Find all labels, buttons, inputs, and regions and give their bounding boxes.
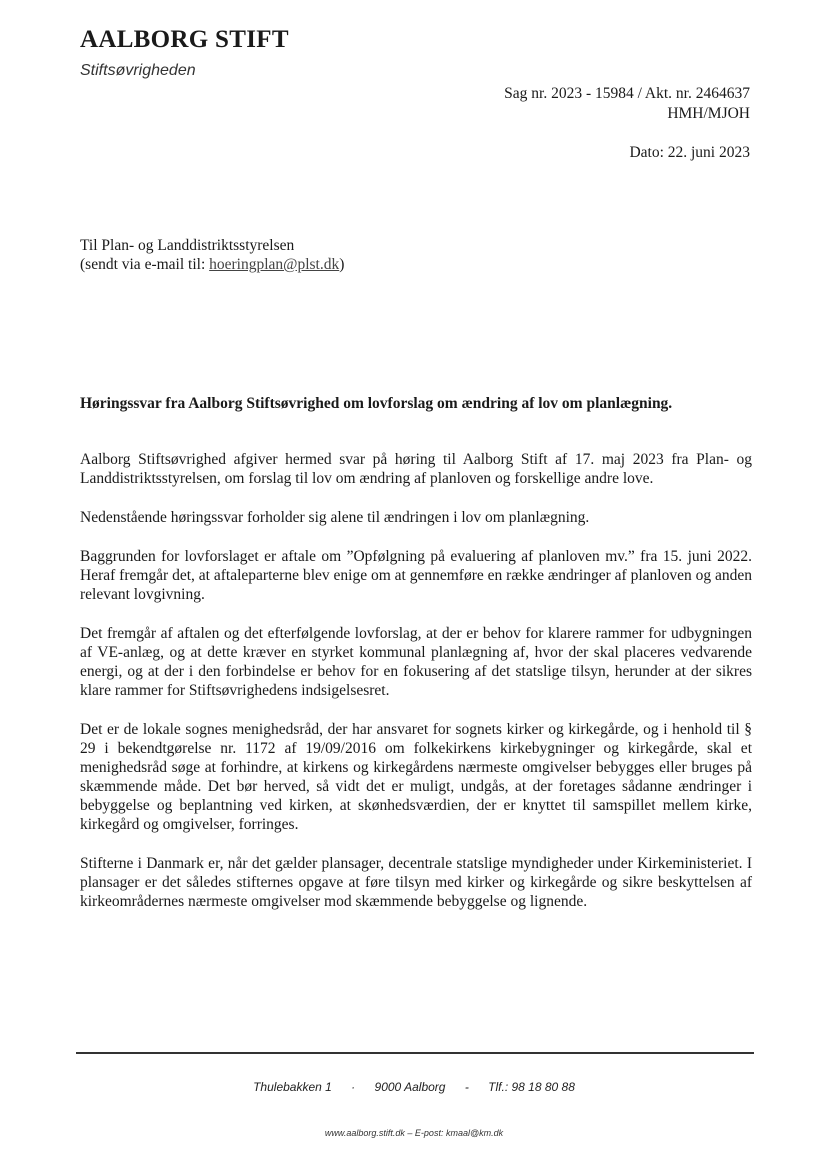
recipient-name: Til Plan- og Landdistriktsstyrelsen	[80, 237, 295, 254]
footer-address	[0, 1080, 828, 1094]
body-paragraph: Stifterne i Danmark er, når det gælder plansager, decentrale statslige myndigheder under Kirkeministeriet. I plansager er det således stifternes opgave at føre tilsyn med kirker og kirkegårde og sikre beskyttelsen af kirkeområdernes nærmeste omgivelser mod skæmmende bebyggelse og lignende.	[80, 855, 752, 910]
organization-subtitle: Stiftsøvrigheden	[80, 62, 196, 79]
email-suffix: )	[339, 256, 345, 273]
recipient-block	[80, 236, 344, 274]
body-paragraph: Det er de lokale sognes menighedsråd, der har ansvaret for sognets kirker og kirkegårde, og i henhold til § 29 i bekendtgørelse nr. 1172 af 19/09/2016 om folkekirkens kirkebygninger og kirkegårde, skal et menighedsråd søge at forhindre, at kirkens og kirkegårdens nærmeste omgivelser bebygges eller bruges på skæmmende måde. Det bør herved, så vidt det er muligt, undgås, at der foretages sådanne ændringer i bebyggelse og beplantning ved kirken, at skønhedsværdien, der er knyttet til samspillet mellem kirke, kirkegård og omgivelser, forringes.	[80, 721, 752, 833]
body-paragraph: Nedenstående høringssvar forholder sig alene til ændringen i lov om planlægning.	[80, 509, 590, 526]
email-prefix: (sendt via e-mail til:	[80, 256, 210, 273]
body-paragraph: Det fremgår af aftalen og det efterfølgende lovforslag, at der er behov for klarere rammer for udbygningen af VE-anlæg, og at dette kræver en styrket kommunal planlægning af, hvor der skal placeres vedvarende energi, og at der i den forbindelse er behov for en fokusering af det statslige tilsyn, herunder at der sikres klare rammer for Stiftsøvrighedens indsigelsesret.	[80, 625, 752, 699]
footer-web: www.aalborg.stift.dk – E-post: kmaal@km.dk	[324, 1128, 504, 1138]
footer-city: 9000 Aalborg	[374, 1080, 446, 1094]
case-reference-block	[504, 84, 750, 124]
footer-separator-dot: ·	[351, 1080, 356, 1094]
letter-date: Dato: 22. juni 2023	[629, 144, 750, 161]
body-paragraph: Baggrunden for lovforslaget er aftale om ”Opfølgning på evaluering af planloven mv.” fra 15. juni 2022. Heraf fremgår det, at aftaleparterne blev enige om at gennemføre en række ændringer af planloven og anden relevant lovgivning.	[80, 548, 752, 603]
organization-name: AALBORG STIFT	[80, 26, 289, 53]
recipient-email-link[interactable]: hoeringplan@plst.dk	[209, 256, 340, 273]
letter-subject: Høringssvar fra Aalborg Stiftsøvrighed om lovforslag om ændring af lov om planlægning.	[80, 395, 673, 412]
body-paragraph: Aalborg Stiftsøvrighed afgiver hermed svar på høring til Aalborg Stift af 17. maj 2023 fra Plan- og Landdistriktsstyrelsen, om forslag til lov om ændring af planloven og forskellige andre love.	[80, 451, 752, 487]
footer-separator-dash: -	[464, 1080, 469, 1094]
recipient-email-line	[80, 255, 344, 274]
letter-body	[80, 450, 752, 931]
footer-phone: Tlf.: 98 18 80 88	[488, 1080, 575, 1094]
footer-divider	[76, 1052, 754, 1054]
footer-street: Thulebakken 1	[253, 1080, 332, 1094]
initials: HMH/MJOH	[667, 105, 750, 122]
case-reference: Sag nr. 2023 - 15984 / Akt. nr. 2464637	[504, 85, 750, 102]
